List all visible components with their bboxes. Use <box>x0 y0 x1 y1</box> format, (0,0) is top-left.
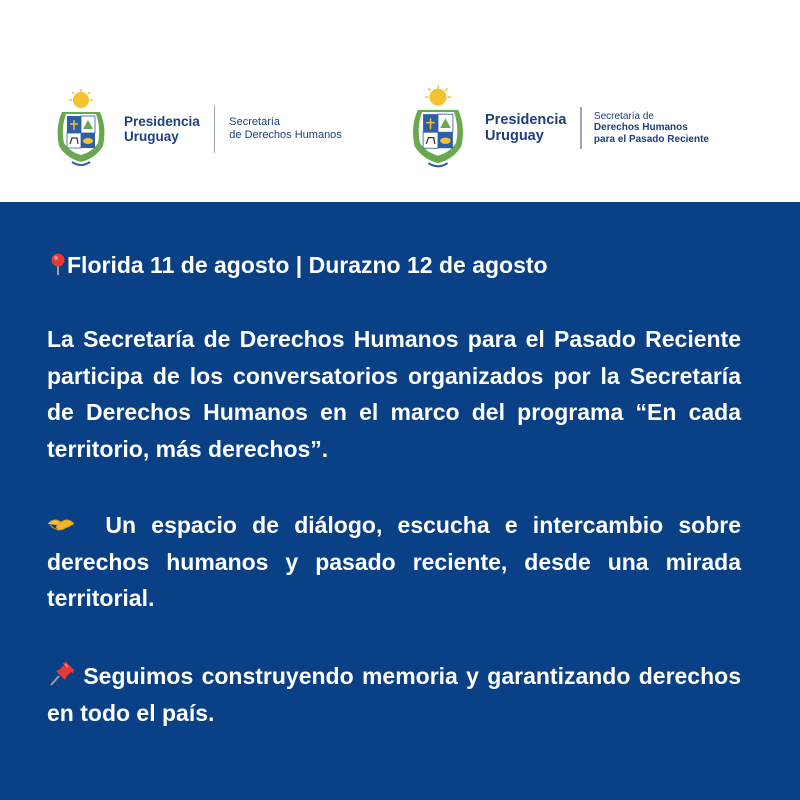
paragraph-2-text: Un espacio de diálogo, escucha e intercambio sobre derechos humanos y pasado reciente, desde una mirada territorial. <box>47 512 742 611</box>
secretaria-name <box>229 116 342 142</box>
secretaria-line-1: Secretaría de <box>593 110 654 122</box>
secretaria-line-3: para el Pasado Reciente <box>593 133 709 145</box>
location-date-text: Florida 11 de agosto | Durazno 12 de agosto <box>67 252 548 278</box>
wordmark-line-1: Presidencia <box>124 114 200 129</box>
coat-of-arms-icon <box>405 84 471 172</box>
header <box>0 0 800 202</box>
paragraph-3-text: Seguimos construyendo memoria y garantizando derechos en todo el país. <box>47 663 741 726</box>
logo-divider <box>214 105 216 153</box>
pushpin-icon <box>47 661 75 687</box>
wordmark-line-2: Uruguay <box>485 128 544 144</box>
presidencia-uruguay-wordmark <box>485 112 566 144</box>
paragraph-1: La Secretaría de Derechos Humanos para el Pasado Reciente participa de los conversatorios organizados por la Secretaría de Derechos Humanos en el marco del programa “En cada territorio, más derechos”. <box>47 326 741 462</box>
secretaria-name <box>594 111 709 146</box>
logo-divider <box>580 107 582 149</box>
content-panel <box>0 202 800 800</box>
presidencia-sdhpr-logo <box>405 84 709 172</box>
secretaria-line-2: de Derechos Humanos <box>229 129 342 141</box>
handshake-icon <box>47 514 75 536</box>
wordmark-line-2: Uruguay <box>124 129 179 144</box>
round-pushpin-icon <box>47 252 67 276</box>
location-date-line <box>47 247 741 284</box>
secretaria-line-1: Secretaría <box>229 116 281 128</box>
presidencia-uruguay-wordmark <box>124 114 200 144</box>
presidencia-sdh-logo <box>50 88 342 170</box>
paragraph-3 <box>47 658 741 731</box>
paragraph-2 <box>47 507 741 617</box>
secretaria-line-2: Derechos Humanos <box>593 122 688 134</box>
coat-of-arms-icon <box>50 88 112 170</box>
wordmark-line-1: Presidencia <box>485 112 567 128</box>
